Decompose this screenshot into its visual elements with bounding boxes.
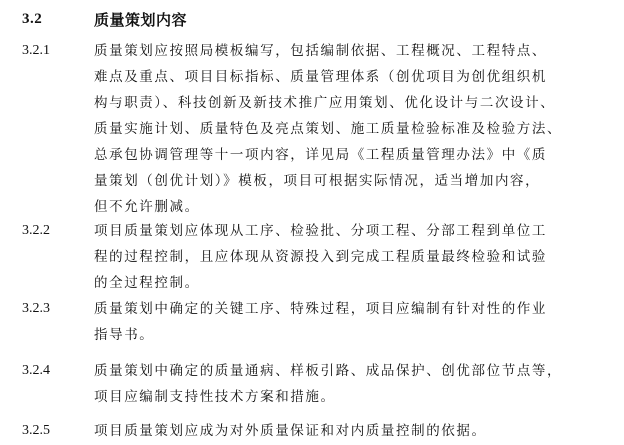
- clause-text: [94, 418, 582, 444]
- clause-line: 质量策划中确定的质量通病、样板引路、成品保护、创优部位节点等，: [94, 363, 563, 379]
- clause-line: 项目应编制支持性技术方案和措施。: [94, 389, 336, 405]
- clause-line: 质量策划中确定的关键工序、特殊过程，项目应编制有针对性的作业: [94, 301, 547, 317]
- clause-3-2-1: [22, 38, 606, 220]
- section-title: 质量策划内容: [94, 10, 188, 29]
- clause-line: 项目质量策划应体现从工序、检验批、分项工程、分部工程到单位工: [94, 223, 547, 239]
- clause-text: [94, 218, 582, 296]
- clause-text: [94, 358, 582, 410]
- clause-line: 程的过程控制，且应体现从资源投入到完成工程质量最终检验和试验: [94, 249, 547, 265]
- clause-line: 构与职责）、科技创新及新技术推广应用策划、优化设计与二次设计、: [94, 95, 556, 111]
- clause-number: 3.2.3: [22, 301, 50, 316]
- clause-line: 的全过程控制。: [94, 275, 200, 291]
- clause-line: 质量策划应按照局模板编写，包括编制依据、工程概况、工程特点、: [94, 43, 547, 59]
- clause-line: 量策划（创优计划）》模板，项目可根据实际情况，适当增加内容，: [94, 173, 541, 189]
- clause-number: 3.2.2: [22, 223, 50, 238]
- clause-number: 3.2.4: [22, 363, 50, 378]
- section-number: 3.2: [22, 10, 43, 27]
- clause-line: 指导书。: [94, 327, 155, 343]
- clause-number: 3.2.5: [22, 423, 50, 438]
- clause-line: 但不允许删减。: [94, 199, 200, 215]
- clause-3-2-2: [22, 218, 606, 296]
- clause-line: 难点及重点、项目目标指标、质量管理体系（创优项目为创优组织机: [94, 69, 547, 85]
- clause-line: 项目质量策划应成为对外质量保证和对内质量控制的依据。: [94, 423, 487, 439]
- clause-3-2-4: [22, 358, 606, 410]
- section-heading: [22, 8, 187, 30]
- clause-text: [94, 296, 582, 348]
- clause-line: 质量实施计划、质量特色及亮点策划、施工质量检验标准及检验方法、: [94, 121, 563, 137]
- clause-line: 总承包协调管理等十一项内容，详见局《工程质量管理办法》中《质: [94, 147, 547, 163]
- clause-text: [94, 38, 582, 220]
- clause-number: 3.2.1: [22, 43, 50, 58]
- clause-3-2-5: [22, 418, 606, 444]
- clause-3-2-3: [22, 296, 606, 348]
